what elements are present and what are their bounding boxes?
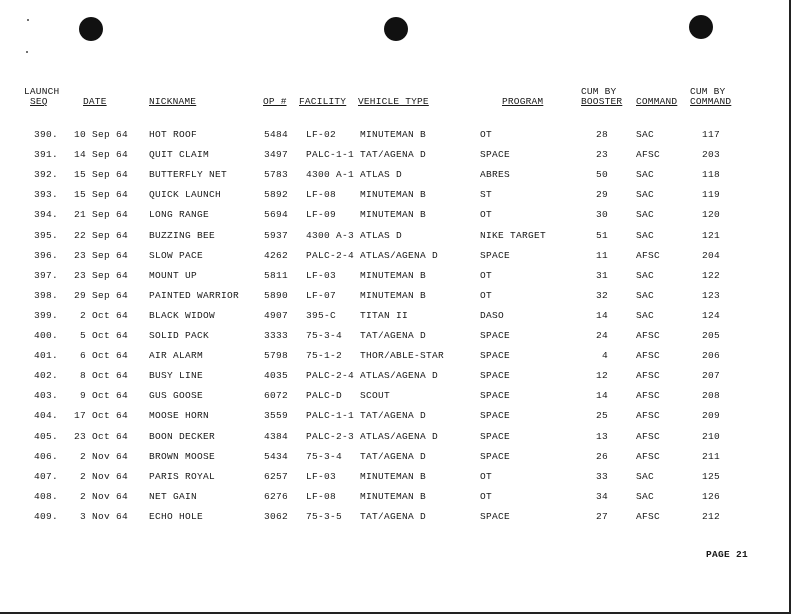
cell-facility: PALC-D	[306, 390, 343, 402]
cell-program: SPACE	[480, 430, 511, 442]
cell-command: AFSC	[636, 370, 661, 382]
cell-nickname: PAINTED WARRIOR	[149, 289, 240, 301]
cell-nickname: AIR ALARM	[149, 350, 204, 362]
cell-cum-booster: 12	[595, 370, 608, 382]
cell-vehicle-type: TAT/AGENA D	[360, 149, 427, 161]
cell-facility: LF-09	[306, 209, 337, 221]
cell-cum-booster: 24	[595, 330, 608, 341]
cell-nickname: BUZZING BEE	[149, 229, 216, 241]
cell-vehicle-type: THOR/ABLE-STAR	[360, 350, 445, 362]
page-number: PAGE 21	[705, 549, 748, 560]
cell-vehicle-type: MINUTEMAN B	[360, 269, 427, 281]
cell-seq: 405.	[33, 430, 58, 442]
cell-cum-booster: 26	[595, 450, 608, 462]
cell-nickname: ECHO HOLE	[149, 510, 204, 522]
cell-date: 14 Sep 64	[73, 149, 128, 161]
cell-command: SAC	[636, 269, 655, 281]
cell-command: SAC	[636, 209, 655, 221]
cell-cum-command: 210	[701, 430, 720, 442]
cell-command: SAC	[636, 470, 655, 482]
cell-date: 8 Oct 64	[79, 370, 128, 382]
cell-vehicle-type: TITAN II	[360, 309, 409, 321]
cell-date: 17 Oct 64	[73, 410, 128, 422]
table-row	[0, 290, 793, 310]
cell-date: 23 Sep 64	[73, 249, 128, 261]
table-row	[0, 330, 793, 350]
cell-facility: LF-08	[306, 490, 337, 502]
cell-program: SPACE	[480, 410, 511, 422]
cell-cum-booster: 14	[595, 309, 608, 321]
table-row	[0, 129, 793, 149]
cell-cum-booster: 50	[595, 169, 608, 181]
cell-command: AFSC	[636, 350, 661, 362]
cell-seq: 408.	[33, 490, 58, 502]
cell-command: SAC	[636, 309, 655, 321]
cell-nickname: BUSY LINE	[149, 370, 204, 382]
cell-op: 5434	[263, 450, 288, 462]
cell-vehicle-type: ATLAS/AGENA D	[360, 430, 439, 442]
cell-vehicle-type: MINUTEMAN B	[360, 129, 427, 140]
table-row	[0, 169, 793, 189]
cell-cum-booster: 14	[595, 390, 608, 402]
cell-nickname: MOUNT UP	[149, 269, 198, 281]
cell-program: SPACE	[480, 149, 511, 161]
header-date	[83, 97, 107, 107]
table-row	[0, 370, 793, 390]
cell-command: AFSC	[636, 249, 661, 261]
cell-cum-command: 203	[701, 149, 720, 161]
cell-program: SPACE	[480, 510, 511, 522]
cell-op: 4262	[263, 249, 288, 261]
cell-cum-command: 208	[701, 390, 720, 402]
cell-facility: LF-03	[306, 470, 337, 482]
cell-vehicle-type: MINUTEMAN B	[360, 189, 427, 201]
table-row	[0, 451, 793, 471]
cell-seq: 394.	[33, 209, 58, 221]
header-vehicle-type	[358, 97, 429, 107]
cell-vehicle-type: ATLAS D	[360, 169, 403, 181]
cell-program: ABRES	[480, 169, 511, 181]
cell-op: 5890	[263, 289, 288, 301]
cell-vehicle-type: TAT/AGENA D	[360, 450, 427, 462]
cell-cum-command: 122	[701, 269, 720, 281]
cell-op: 5892	[263, 189, 288, 201]
cell-op: 6276	[263, 490, 288, 502]
table-row	[0, 410, 793, 430]
cell-date: 10 Sep 64	[73, 129, 128, 140]
cell-op: 4907	[263, 309, 288, 321]
cell-date: 5 Oct 64	[79, 330, 128, 341]
cell-cum-command: 118	[701, 169, 720, 181]
cell-seq: 391.	[33, 149, 58, 161]
header-launch-seq-line2: SEQ	[30, 96, 48, 107]
cell-cum-booster: 28	[595, 129, 608, 140]
cell-cum-booster: 34	[595, 490, 608, 502]
cell-nickname: SOLID PACK	[149, 330, 210, 341]
cell-nickname: QUICK LAUNCH	[149, 189, 222, 201]
cell-seq: 403.	[33, 390, 58, 402]
cell-facility: LF-02	[306, 129, 337, 140]
header-cum-command-line2: COMMAND	[690, 96, 732, 107]
cell-facility: 75-3-5	[306, 510, 343, 522]
cell-op: 6257	[263, 470, 288, 482]
header-cum-by-command	[690, 87, 731, 107]
cell-nickname: HOT ROOF	[149, 129, 198, 140]
cell-facility: 395-C	[306, 309, 337, 321]
cell-date: 3 Nov 64	[79, 510, 128, 522]
cell-cum-command: 212	[701, 510, 720, 522]
cell-cum-command: 119	[701, 189, 720, 201]
cell-program: SPACE	[480, 249, 511, 261]
binder-hole-right	[689, 15, 713, 39]
cell-vehicle-type: ATLAS/AGENA D	[360, 249, 439, 261]
cell-command: AFSC	[636, 330, 661, 341]
header-launch-seq	[24, 87, 59, 107]
header-op-label: OP #	[263, 96, 287, 107]
cell-op: 3497	[263, 149, 288, 161]
header-program	[502, 97, 543, 107]
header-facility	[299, 97, 346, 107]
cell-op: 3062	[263, 510, 288, 522]
cell-program: SPACE	[480, 330, 511, 341]
cell-date: 23 Sep 64	[73, 269, 128, 281]
cell-seq: 401.	[33, 350, 58, 362]
cell-facility: PALC-2-3	[306, 430, 355, 442]
cell-op: 3333	[263, 330, 288, 341]
header-date-label: DATE	[83, 96, 107, 107]
header-program-label: PROGRAM	[502, 96, 544, 107]
cell-nickname: SLOW PACE	[149, 249, 204, 261]
cell-vehicle-type: MINUTEMAN B	[360, 490, 427, 502]
table-row	[0, 511, 793, 531]
cell-command: AFSC	[636, 450, 661, 462]
cell-command: AFSC	[636, 390, 661, 402]
table-row	[0, 491, 793, 511]
cell-cum-booster: 27	[595, 510, 608, 522]
cell-cum-command: 120	[701, 209, 720, 221]
cell-command: AFSC	[636, 410, 661, 422]
cell-nickname: GUS GOOSE	[149, 390, 204, 402]
cell-facility: LF-07	[306, 289, 337, 301]
cell-nickname: BLACK WIDOW	[149, 309, 216, 321]
cell-op: 5783	[263, 169, 288, 181]
cell-facility: LF-03	[306, 269, 337, 281]
header-nickname-label: NICKNAME	[149, 96, 197, 107]
cell-command: SAC	[636, 289, 655, 301]
cell-nickname: NET GAIN	[149, 490, 198, 502]
header-cum-by-booster	[581, 87, 622, 107]
cell-seq: 392.	[33, 169, 58, 181]
table-row	[0, 230, 793, 250]
header-launch-seq-line1: LAUNCH	[24, 86, 60, 97]
table-row	[0, 350, 793, 370]
cell-date: 23 Oct 64	[73, 430, 128, 442]
scan-speck	[27, 19, 29, 21]
cell-command: SAC	[636, 229, 655, 241]
cell-cum-booster: 51	[595, 229, 608, 241]
cell-command: SAC	[636, 189, 655, 201]
cell-nickname: LONG RANGE	[149, 209, 210, 221]
header-command	[636, 97, 677, 107]
cell-seq: 399.	[33, 309, 58, 321]
cell-seq: 398.	[33, 289, 58, 301]
cell-cum-booster: 31	[595, 269, 608, 281]
cell-vehicle-type: MINUTEMAN B	[360, 209, 427, 221]
cell-cum-booster: 30	[595, 209, 608, 221]
cell-program: SPACE	[480, 450, 511, 462]
cell-facility: 75-3-4	[306, 330, 343, 341]
cell-vehicle-type: TAT/AGENA D	[360, 330, 427, 341]
cell-seq: 409.	[33, 510, 58, 522]
cell-facility: LF-08	[306, 189, 337, 201]
cell-cum-booster: 29	[595, 189, 608, 201]
cell-vehicle-type: ATLAS D	[360, 229, 403, 241]
cell-cum-command: 209	[701, 410, 720, 422]
cell-program: NIKE TARGET	[480, 229, 547, 241]
cell-cum-booster: 32	[595, 289, 608, 301]
header-vehicle-type-label: VEHICLE TYPE	[358, 96, 429, 107]
cell-vehicle-type: MINUTEMAN B	[360, 289, 427, 301]
cell-cum-booster: 13	[595, 430, 608, 442]
cell-facility: PALC-2-4	[306, 249, 355, 261]
cell-seq: 396.	[33, 249, 58, 261]
cell-program: SPACE	[480, 390, 511, 402]
cell-date: 21 Sep 64	[73, 209, 128, 221]
cell-seq: 395.	[33, 229, 58, 241]
table-row	[0, 189, 793, 209]
cell-cum-command: 126	[701, 490, 720, 502]
cell-program: SPACE	[480, 370, 511, 382]
cell-nickname: MOOSE HORN	[149, 410, 210, 422]
cell-op: 4035	[263, 370, 288, 382]
header-command-label: COMMAND	[636, 96, 678, 107]
cell-cum-command: 207	[701, 370, 720, 382]
cell-seq: 406.	[33, 450, 58, 462]
cell-program: OT	[480, 269, 493, 281]
cell-cum-command: 121	[701, 229, 720, 241]
cell-seq: 393.	[33, 189, 58, 201]
cell-cum-command: 123	[701, 289, 720, 301]
cell-vehicle-type: TAT/AGENA D	[360, 510, 427, 522]
cell-op: 3559	[263, 410, 288, 422]
cell-nickname: PARIS ROYAL	[149, 470, 216, 482]
cell-program: OT	[480, 490, 493, 502]
cell-command: AFSC	[636, 430, 661, 442]
cell-cum-command: 117	[701, 129, 720, 140]
cell-date: 2 Nov 64	[79, 490, 128, 502]
cell-op: 4384	[263, 430, 288, 442]
cell-cum-command: 205	[701, 330, 720, 341]
header-facility-label: FACILITY	[299, 96, 347, 107]
cell-seq: 402.	[33, 370, 58, 382]
cell-seq: 407.	[33, 470, 58, 482]
cell-program: OT	[480, 470, 493, 482]
cell-date: 2 Oct 64	[79, 309, 128, 321]
cell-cum-command: 204	[701, 249, 720, 261]
cell-op: 5694	[263, 209, 288, 221]
cell-op: 5811	[263, 269, 288, 281]
cell-cum-command: 125	[701, 470, 720, 482]
header-op	[263, 97, 287, 107]
cell-cum-command: 211	[701, 450, 720, 462]
cell-vehicle-type: TAT/AGENA D	[360, 410, 427, 422]
cell-program: SPACE	[480, 350, 511, 362]
cell-op: 5484	[263, 129, 288, 140]
cell-cum-booster: 23	[595, 149, 608, 161]
table-row	[0, 310, 793, 330]
cell-seq: 390.	[33, 129, 58, 140]
cell-cum-booster: 11	[595, 249, 608, 261]
cell-nickname: QUIT CLAIM	[149, 149, 210, 161]
cell-cum-booster: 4	[601, 350, 608, 362]
scan-speck	[26, 51, 28, 53]
cell-command: SAC	[636, 129, 655, 140]
table-row	[0, 390, 793, 410]
cell-command: SAC	[636, 490, 655, 502]
cell-date: 2 Nov 64	[79, 470, 128, 482]
cell-facility: PALC-2-4	[306, 370, 355, 382]
cell-nickname: BUTTERFLY NET	[149, 169, 228, 181]
cell-op: 6072	[263, 390, 288, 402]
cell-facility: PALC-1-1	[306, 410, 355, 422]
cell-cum-booster: 25	[595, 410, 608, 422]
binder-hole-left	[79, 17, 103, 41]
cell-program: OT	[480, 289, 493, 301]
cell-cum-command: 124	[701, 309, 720, 321]
cell-program: OT	[480, 209, 493, 221]
cell-command: AFSC	[636, 510, 661, 522]
table-row	[0, 431, 793, 451]
header-cum-command-line1: CUM BY	[690, 86, 726, 97]
cell-facility: 75-3-4	[306, 450, 343, 462]
cell-nickname: BOON DECKER	[149, 430, 216, 442]
table-row	[0, 250, 793, 270]
cell-op: 5798	[263, 350, 288, 362]
cell-seq: 400.	[33, 330, 58, 341]
cell-date: 15 Sep 64	[73, 169, 128, 181]
cell-facility: 4300 A-3	[306, 229, 355, 241]
cell-program: OT	[480, 129, 493, 140]
cell-vehicle-type: MINUTEMAN B	[360, 470, 427, 482]
table-row	[0, 270, 793, 290]
header-nickname	[149, 97, 196, 107]
cell-date: 15 Sep 64	[73, 189, 128, 201]
cell-nickname: BROWN MOOSE	[149, 450, 216, 462]
cell-date: 6 Oct 64	[79, 350, 128, 362]
cell-date: 22 Sep 64	[73, 229, 128, 241]
cell-vehicle-type: SCOUT	[360, 390, 391, 402]
cell-cum-command: 206	[701, 350, 720, 362]
table-row	[0, 149, 793, 169]
cell-cum-booster: 33	[595, 470, 608, 482]
cell-date: 9 Oct 64	[79, 390, 128, 402]
table-row	[0, 209, 793, 229]
header-cum-booster-line1: CUM BY	[581, 86, 617, 97]
table-row	[0, 471, 793, 491]
cell-date: 2 Nov 64	[79, 450, 128, 462]
cell-facility: 75-1-2	[306, 350, 343, 362]
cell-command: AFSC	[636, 149, 661, 161]
cell-program: DASO	[480, 309, 505, 321]
cell-command: SAC	[636, 169, 655, 181]
cell-seq: 397.	[33, 269, 58, 281]
cell-facility: 4300 A-1	[306, 169, 355, 181]
cell-facility: PALC-1-1	[306, 149, 355, 161]
cell-date: 29 Sep 64	[73, 289, 128, 301]
cell-program: ST	[480, 189, 493, 201]
binder-hole-center	[384, 17, 408, 41]
cell-op: 5937	[263, 229, 288, 241]
cell-vehicle-type: ATLAS/AGENA D	[360, 370, 439, 382]
header-cum-booster-line2: BOOSTER	[581, 96, 623, 107]
cell-seq: 404.	[33, 410, 58, 422]
